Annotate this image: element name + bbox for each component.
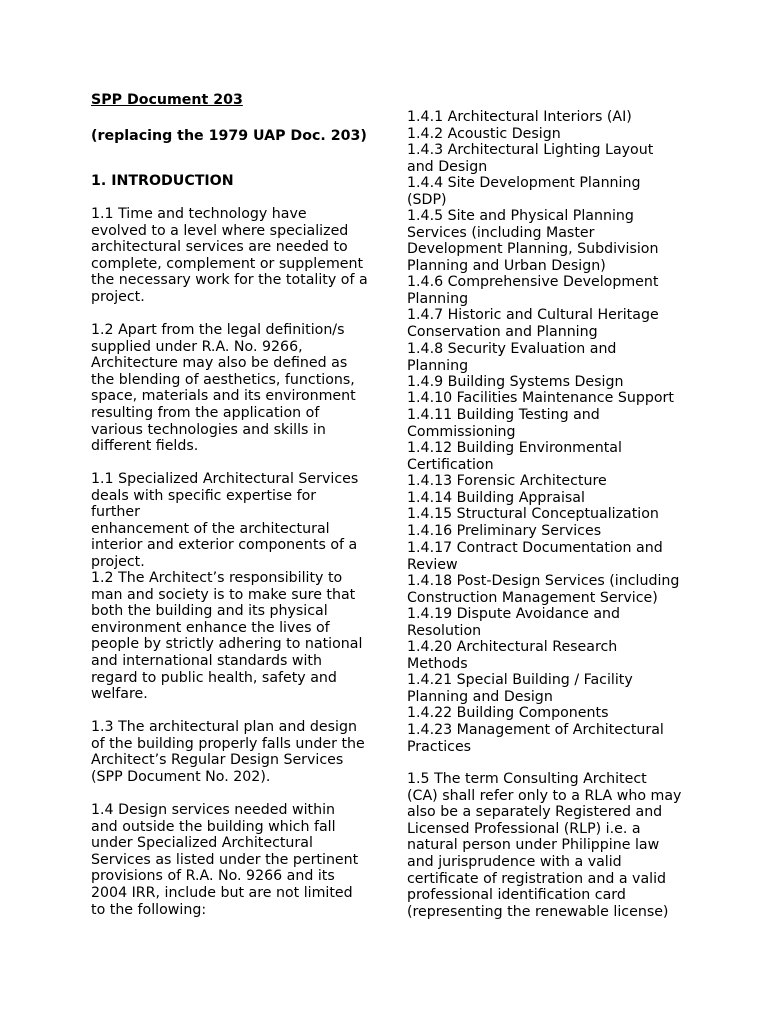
list-item: 1.4.19 Dispute Avoidance and Resolution: [407, 606, 621, 639]
list-item: 1.4.11 Building Testing and Commissioning: [407, 407, 600, 440]
document-subtitle: (replacing the 1979 UAP Doc. 203): [91, 128, 367, 144]
list-item: 1.4.23 Management of Architectural Practices: [407, 722, 664, 755]
list-item: 1.4.9 Building Systems Design: [407, 374, 624, 390]
paragraph: 1.3 The architectural plan and design of the building properly falls under the Architect’s Regular Design Services (SPP Document No. 202).: [91, 719, 365, 785]
list-item: 1.4.4 Site Development Planning (SDP): [407, 175, 641, 208]
list-item: 1.4.22 Building Components: [407, 705, 609, 721]
list-item: 1.4.16 Preliminary Services: [407, 523, 602, 539]
list-item: 1.4.3 Architectural Lighting Layout and Design: [407, 142, 654, 175]
list-item: 1.4.10 Facilities Maintenance Support: [407, 390, 674, 406]
paragraph: 1.4 Design services needed within and outside the building which fall under Specialized Architectural Services as listed under the pertinent provisions of R.A. No. 9266 and its 2004 IRR, include but are not limited to the following:: [91, 802, 359, 918]
list-item: 1.4.8 Security Evaluation and Planning: [407, 341, 617, 374]
paragraph: 1.1 Time and technology have evolved to a level where specialized architectural services are needed to complete, complement or supplement the necessary work for the totality of a project.: [91, 206, 368, 305]
list-item: 1.4.7 Historic and Cultural Heritage Conservation and Planning: [407, 307, 659, 340]
list-item: 1.4.5 Site and Physical Planning Services (including Master Development Planning, Subdivision Planning and Urban Design): [407, 208, 659, 274]
list-item: 1.4.17 Contract Documentation and Review: [407, 540, 663, 573]
list-item: 1.4.12 Building Environmental Certification: [407, 440, 622, 473]
list-item: 1.4.18 Post-Design Services (including Construction Management Service): [407, 573, 680, 606]
section-heading: 1. INTRODUCTION: [91, 173, 234, 189]
list-item: 1.4.15 Structural Conceptualization: [407, 506, 659, 522]
paragraph: 1.2 The Architect’s responsibility to man and society is to make sure that both the building and its physical environment enhance the lives of people by strictly adhering to national and international standards with regard to public health, safety and welfare.: [91, 570, 363, 703]
document-title: SPP Document 203: [91, 92, 243, 108]
paragraph: 1.1 Specialized Architectural Services deals with specific expertise for further enhancement of the architectural interior and exterior components of a project.: [91, 471, 359, 570]
paragraph: 1.2 Apart from the legal definition/s supplied under R.A. No. 9266, Architecture may also be defined as the blending of aesthetics, functions, space, materials and its environment resulting from the application of various technologies and skills in different fields.: [91, 322, 356, 455]
list-item: 1.4.21 Special Building / Facility Planning and Design: [407, 672, 633, 705]
list-item: 1.4.1 Architectural Interiors (AI): [407, 109, 632, 125]
list-item: 1.4.20 Architectural Research Methods: [407, 639, 618, 672]
list-item: 1.4.2 Acoustic Design: [407, 126, 561, 142]
paragraph: 1.5 The term Consulting Architect (CA) shall refer only to a RLA who may also be a separately Registered and Licensed Professional (RLP) i.e. a natural person under Philippine law and jurisprudence with a valid certificate of registration and a valid professional identification card (representing the renewable license): [407, 771, 682, 920]
list-item: 1.4.14 Building Appraisal: [407, 490, 585, 506]
list-item: 1.4.13 Forensic Architecture: [407, 473, 607, 489]
list-item: 1.4.6 Comprehensive Development Planning: [407, 274, 659, 307]
